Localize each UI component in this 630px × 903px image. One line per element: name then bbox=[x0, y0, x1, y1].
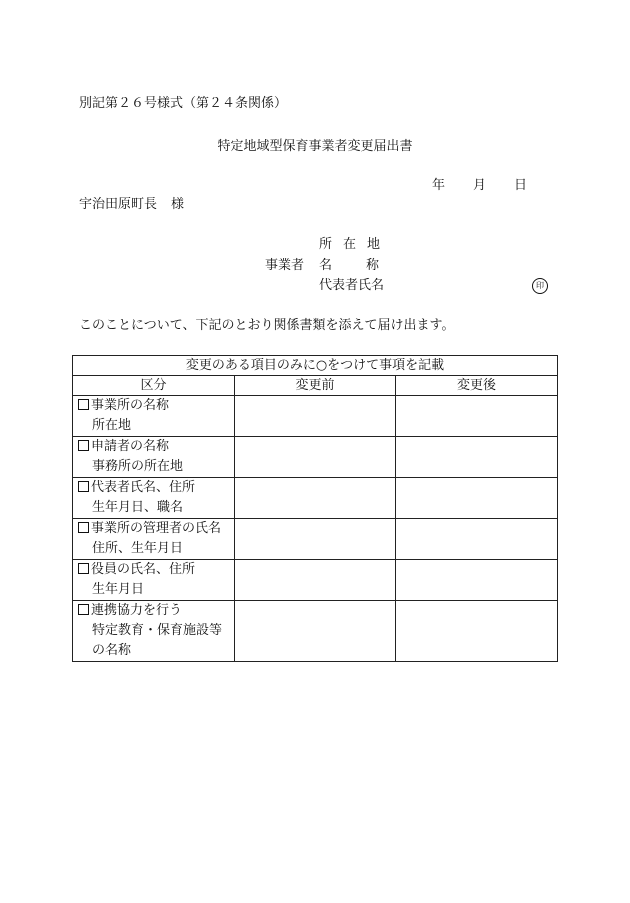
category-cell bbox=[73, 560, 235, 601]
table-row bbox=[73, 519, 558, 560]
date-line bbox=[432, 178, 527, 194]
after-cell[interactable] bbox=[396, 601, 558, 662]
form-number: 別記第２６号様式（第２４条関係） bbox=[79, 96, 288, 111]
statement-text: このことについて、下記のとおり関係書類を添えて届け出ます。 bbox=[79, 318, 455, 333]
name-label-part1: 名 bbox=[319, 258, 333, 273]
name-label-part2: 称 bbox=[366, 258, 380, 273]
checkbox-icon[interactable] bbox=[78, 440, 89, 451]
table-row bbox=[73, 478, 558, 519]
category-line: 連携協力を行う bbox=[91, 603, 183, 618]
category-line: 事業所の管理者の氏名 bbox=[91, 521, 222, 536]
addressee-suffix: 様 bbox=[171, 197, 185, 212]
category-line: 特定教育・保育施設等 bbox=[92, 623, 223, 638]
before-cell[interactable] bbox=[235, 519, 396, 560]
table-row bbox=[73, 437, 558, 478]
before-cell[interactable] bbox=[235, 560, 396, 601]
table-caption: 変更のある項目のみに○をつけて事項を記載 bbox=[73, 356, 558, 376]
category-cell bbox=[73, 478, 235, 519]
address-label: 所在地 bbox=[319, 237, 392, 252]
table-row bbox=[73, 560, 558, 601]
table-row bbox=[73, 396, 558, 437]
name-label bbox=[319, 258, 379, 274]
category-line: 住所、生年月日 bbox=[92, 541, 184, 556]
before-cell[interactable] bbox=[235, 478, 396, 519]
category-line: 役員の氏名、住所 bbox=[91, 562, 196, 577]
representative-label: 代表者氏名 bbox=[319, 278, 385, 293]
document-title: 特定地域型保育事業者変更届出書 bbox=[217, 139, 413, 154]
category-line: 事務所の所在地 bbox=[92, 459, 184, 474]
after-cell[interactable] bbox=[396, 437, 558, 478]
checkbox-icon[interactable] bbox=[78, 399, 89, 410]
before-cell[interactable] bbox=[235, 601, 396, 662]
checkbox-icon[interactable] bbox=[78, 481, 89, 492]
date-day: 日 bbox=[514, 178, 528, 193]
header-after: 変更後 bbox=[396, 376, 558, 396]
checkbox-icon[interactable] bbox=[78, 604, 89, 615]
category-line: 申請者の名称 bbox=[91, 439, 170, 454]
category-line: 生年月日 bbox=[92, 582, 145, 597]
category-cell bbox=[73, 519, 235, 560]
header-before: 変更前 bbox=[235, 376, 396, 396]
category-line: 事業所の名称 bbox=[91, 398, 170, 413]
date-year: 年 bbox=[432, 178, 446, 193]
after-cell[interactable] bbox=[396, 478, 558, 519]
category-line: 生年月日、職名 bbox=[92, 500, 184, 515]
seal-mark-icon: 印 bbox=[532, 278, 548, 294]
table-body bbox=[73, 396, 558, 662]
after-cell[interactable] bbox=[396, 519, 558, 560]
after-cell[interactable] bbox=[396, 396, 558, 437]
category-cell bbox=[73, 396, 235, 437]
category-line: の名称 bbox=[92, 643, 132, 658]
date-month: 月 bbox=[473, 178, 487, 193]
table-row bbox=[73, 601, 558, 662]
checkbox-icon[interactable] bbox=[78, 522, 89, 533]
category-cell bbox=[73, 601, 235, 662]
category-cell bbox=[73, 437, 235, 478]
checkbox-icon[interactable] bbox=[78, 563, 89, 574]
category-line: 代表者氏名、住所 bbox=[91, 480, 196, 495]
addressee-name: 宇治田原町長 bbox=[79, 197, 158, 212]
before-cell[interactable] bbox=[235, 396, 396, 437]
before-cell[interactable] bbox=[235, 437, 396, 478]
addressee bbox=[79, 197, 184, 213]
applicant-prefix: 事業者 bbox=[265, 258, 305, 273]
change-table bbox=[72, 355, 558, 662]
header-category: 区分 bbox=[73, 376, 235, 396]
category-line: 所在地 bbox=[92, 418, 132, 433]
after-cell[interactable] bbox=[396, 560, 558, 601]
